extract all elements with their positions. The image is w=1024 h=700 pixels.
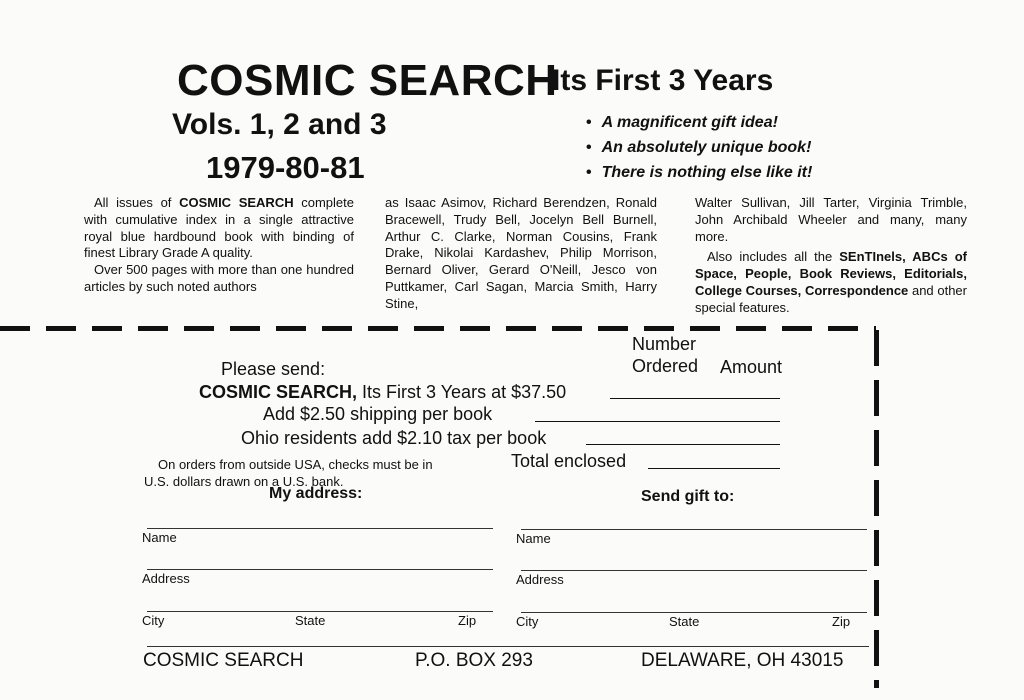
my-address-field[interactable] xyxy=(147,569,493,570)
footer-location: DELAWARE, OH 43015 xyxy=(641,650,844,671)
please-send-label: Please send: xyxy=(221,359,326,379)
ad-title: COSMIC SEARCH xyxy=(177,56,558,105)
footer-org: COSMIC SEARCH xyxy=(143,650,304,671)
outside-usa-note-2: U.S. dollars drawn on a U.S. bank. xyxy=(144,474,344,489)
description-column-1: All issues of COSMIC SEARCH complete with cumulative index in a single attractive royal blue hardbound book with binding of finest Library Grade A quality. Over 500 pages with more than one hundred articles by such noted authors xyxy=(84,195,354,294)
bullet-item: • There is nothing else like it! xyxy=(586,164,813,181)
my-name-field[interactable] xyxy=(147,528,493,529)
gift-state-label: State xyxy=(669,614,700,629)
order-line-tax: Ohio residents add $2.10 tax per book xyxy=(241,428,547,448)
my-city-state-zip-field[interactable] xyxy=(147,611,493,612)
volumes-heading: Vols. 1, 2 and 3 xyxy=(172,108,387,141)
ad-subtitle: Its First 3 Years xyxy=(552,64,774,97)
ordered-header: Ordered xyxy=(632,356,699,376)
quantity-field[interactable] xyxy=(610,398,780,399)
order-line-book: COSMIC SEARCH, Its First 3 Years at $37.50 xyxy=(199,382,567,402)
description-column-2: as Isaac Asimov, Richard Berendzen, Ronald Bracewell, Trudy Bell, Jocelyn Bell Burnell, Arthur C. Clarke, Norman Cousins, Frank Drake, Nikolai Kardashev, Philip Morrison, Bernard Oliver, Gerard O'Neill, Jesco von Puttkamer, Carl Sagan, Marcia Smith, Harry Stine, xyxy=(385,195,657,311)
my-city-label: City xyxy=(142,613,165,628)
footer-po-box: P.O. BOX 293 xyxy=(415,650,533,671)
shipping-field[interactable] xyxy=(535,421,780,422)
outside-usa-note: On orders from outside USA, checks must be in xyxy=(158,457,433,472)
tax-field[interactable] xyxy=(586,444,780,445)
my-state-label: State xyxy=(295,613,326,628)
cut-line-vertical xyxy=(874,330,879,688)
gift-city-state-zip-field[interactable] xyxy=(521,612,867,613)
gift-address-label: Address xyxy=(516,572,564,587)
send-gift-heading: Send gift to: xyxy=(641,488,735,505)
bullet-icon: • xyxy=(586,139,592,156)
gift-city-label: City xyxy=(516,614,539,629)
gift-zip-label: Zip xyxy=(832,614,851,629)
total-field[interactable] xyxy=(648,468,780,469)
my-address-heading: My address: xyxy=(269,485,363,502)
bullet-item: • An absolutely unique book! xyxy=(586,139,812,156)
order-line-shipping: Add $2.50 shipping per book xyxy=(263,404,493,424)
years-heading: 1979-80-81 xyxy=(206,150,365,185)
my-address-label: Address xyxy=(142,571,190,586)
total-enclosed-label: Total enclosed xyxy=(511,451,627,471)
number-header: Number xyxy=(632,334,697,354)
feature-bullets xyxy=(586,110,812,185)
my-name-label: Name xyxy=(142,530,177,545)
bullet-item: • A magnificent gift idea! xyxy=(586,114,778,131)
my-zip-label: Zip xyxy=(458,613,477,628)
gift-name-field[interactable] xyxy=(521,529,867,530)
bullet-icon: • xyxy=(586,164,592,181)
amount-header: Amount xyxy=(720,357,783,377)
description-column-3: Walter Sullivan, Jill Tarter, Virginia Trimble, John Archibald Wheeler and many, many more. Also includes all the SEnTInels, ABCs of Space, People, Book Reviews, Editorials, College Courses, Correspondence and other special features. xyxy=(695,195,968,315)
gift-address-field[interactable] xyxy=(521,570,867,571)
cut-line-horizontal xyxy=(0,326,876,331)
footer-rule xyxy=(147,646,869,647)
gift-name-label: Name xyxy=(516,531,551,546)
bullet-icon: • xyxy=(586,114,592,131)
